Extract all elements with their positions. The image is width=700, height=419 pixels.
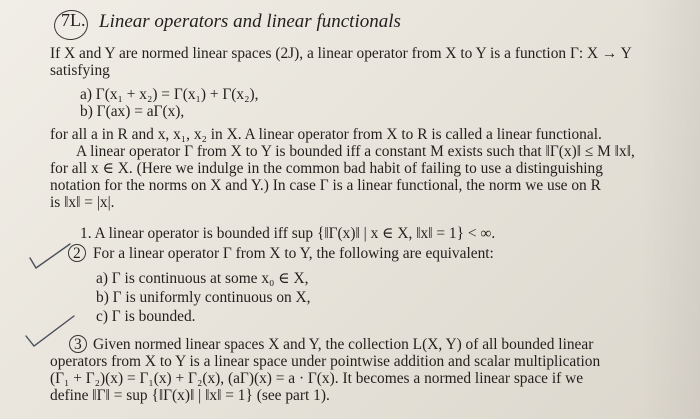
definition-line-1: If X and Y are normed linear spaces (2J), a linear operator from X to Y is a function Γ: X → Y xyxy=(50,45,632,62)
page-shading xyxy=(640,0,700,419)
problem-2-item-b: b) Γ is uniformly continuous on X, xyxy=(96,289,311,306)
problem-3-line-3: (Γ₁ + Γ₂)(x) = Γ₁(x) + Γ₂(x), (aΓ)(x) = a · Γ(x). It becomes a normed linear space if we xyxy=(50,370,584,387)
definition-line-7: for all x ∈ X. (Here we indulge in the common bad habit of failing to use a distinguishing xyxy=(50,160,603,177)
pencil-checkmark-icon xyxy=(26,242,74,272)
section-number: 7L. xyxy=(61,10,86,30)
problem-2-number: 2 xyxy=(73,245,81,262)
problem-2: For a linear operator Γ from X to Y, the following are equivalent: xyxy=(93,245,494,262)
problem-2-item-a: a) Γ is continuous at some x₀ ∈ X, xyxy=(96,270,309,287)
definition-line-9: is ‖x‖ = |x|. xyxy=(50,194,115,211)
problem-3-number: 3 xyxy=(74,336,82,353)
problem-3-line-4: define ‖Γ‖ = sup {‖Γ(x)‖ | ‖x‖ = 1} (see part 1). xyxy=(50,387,330,404)
property-b: b) Γ(ax) = aΓ(x), xyxy=(80,103,185,120)
problem-3: Given normed linear spaces X and Y, the collection L(X, Y) of all bounded linear xyxy=(93,336,594,353)
section-title: Linear operators and linear functionals xyxy=(99,11,401,32)
section-heading xyxy=(36,8,676,34)
problem-1: 1. A linear operator is bounded iff sup {‖Γ(x)‖ | x ∈ X, ‖x‖ = 1} < ∞. xyxy=(80,225,496,242)
definition-line-8: notation for the norms on X and Y.) In case Γ is a linear functional, the norm we use on R xyxy=(50,177,601,194)
definition-line-2: satisfying xyxy=(50,62,110,79)
bounded-definition-line: A linear operator Γ from X to Y is bounded iff a constant M exists such that ‖Γ(x)‖ ≤ M ‖x‖, xyxy=(76,143,635,160)
problem-2-item-c: c) Γ is bounded. xyxy=(96,308,196,325)
problem-3-line-2: operators from X to Y is a linear space under pointwise addition and scalar multiplication xyxy=(50,353,601,370)
definition-line-5: for all a in R and x, x₁, x₂ in X. A linear operator from X to R is called a linear functional. xyxy=(50,126,602,143)
property-a: a) Γ(x₁ + x₂) = Γ(x₁) + Γ(x₂), xyxy=(80,86,259,103)
